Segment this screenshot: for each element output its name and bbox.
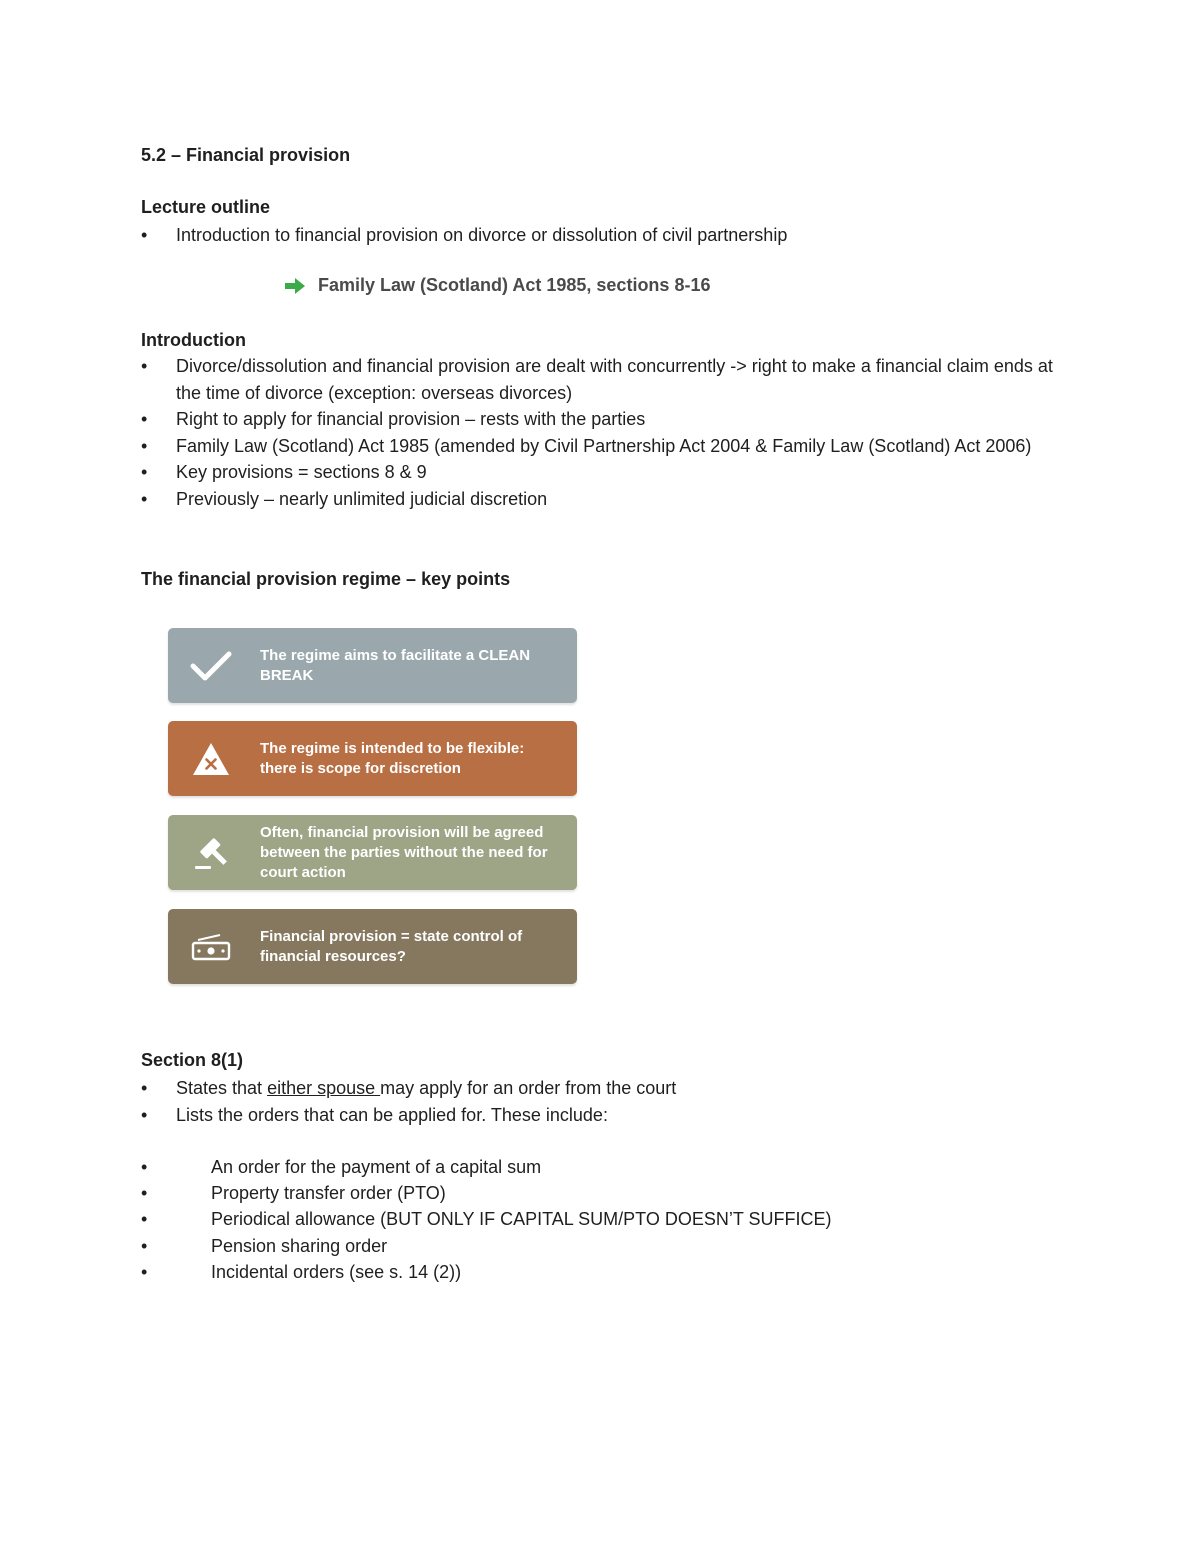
regime-card-text: Financial provision = state control of financial resources? — [260, 927, 523, 965]
bullet: • — [141, 462, 148, 482]
regime-card-text: Often, financial provision will be agreed between the parties without the need for court action — [260, 823, 548, 881]
list-item: • Divorce/dissolution and financial provision are dealt with concurrently -> right to make a financial claim ends at the time of divorce (exception: overseas divorces) — [141, 353, 1081, 406]
bullet: • — [141, 356, 148, 376]
list-item: • Introduction to financial provision on divorce or dissolution of civil partnership — [141, 222, 1081, 249]
regime-card-clean-break — [168, 628, 577, 703]
regime-card-text: The regime is intended to be flexible: there is scope for discretion — [260, 739, 525, 777]
regime-heading: The financial provision regime – key points — [141, 569, 511, 589]
list-item: • Previously – nearly unlimited judicial discretion — [141, 486, 1081, 513]
list-item: • Property transfer order (PTO) — [141, 1180, 1081, 1206]
bullet: • — [141, 1183, 148, 1204]
bullet: • — [141, 1261, 148, 1282]
list-item: • Key provisions = sections 8 & 9 — [141, 459, 1081, 486]
bullet: • — [141, 435, 148, 456]
bullet: • — [141, 1235, 148, 1256]
introduction-list — [141, 353, 1081, 512]
lecture-outline-list — [141, 222, 1081, 249]
list-item: • Right to apply for financial provision – rests with the parties — [141, 406, 1081, 433]
introduction-heading: Introduction — [141, 330, 246, 350]
money-icon — [190, 932, 232, 962]
bullet: • — [141, 409, 148, 429]
regime-card-flexible — [168, 721, 577, 796]
act-reference — [284, 275, 710, 296]
bullet: • — [141, 1209, 148, 1230]
list-item: • Pension sharing order — [141, 1233, 1081, 1259]
warning-icon — [191, 741, 231, 777]
bullet: • — [141, 225, 148, 245]
list-item: • Incidental orders (see s. 14 (2)) — [141, 1259, 1081, 1285]
lecture-outline-heading: Lecture outline — [141, 197, 271, 217]
section-title: 5.2 – Financial provision — [141, 145, 351, 165]
act-reference-text: Family Law (Scotland) Act 1985, sections 8-16 — [318, 275, 711, 295]
orders-list — [141, 1154, 1081, 1285]
bullet: • — [141, 1104, 148, 1125]
checkmark-icon — [189, 649, 233, 683]
list-item: • Family Law (Scotland) Act 1985 (amended by Civil Partnership Act 2004 & Family Law (Scotland) Act 2006) — [141, 433, 1081, 460]
arrow-right-icon — [284, 276, 306, 296]
bullet: • — [141, 1078, 148, 1098]
list-item: • Periodical allowance (BUT ONLY IF CAPITAL SUM/PTO DOESN’T SUFFICE) — [141, 1206, 1081, 1232]
bullet: • — [141, 1157, 148, 1177]
section8-list — [141, 1075, 1081, 1128]
regime-card-state-control — [168, 909, 577, 984]
underlined-text: either spouse — [267, 1078, 381, 1098]
list-item: • States that either spouse may apply for an order from the court — [141, 1075, 1081, 1102]
regime-card-agreement — [168, 815, 577, 890]
list-item: • An order for the payment of a capital sum — [141, 1154, 1081, 1180]
gavel-icon — [191, 833, 231, 873]
bullet: • — [141, 488, 148, 509]
list-item: • Lists the orders that can be applied for. These include: — [141, 1102, 1081, 1129]
section8-heading: Section 8(1) — [141, 1050, 244, 1070]
regime-card-text: The regime aims to facilitate a CLEAN BREAK — [260, 646, 531, 684]
